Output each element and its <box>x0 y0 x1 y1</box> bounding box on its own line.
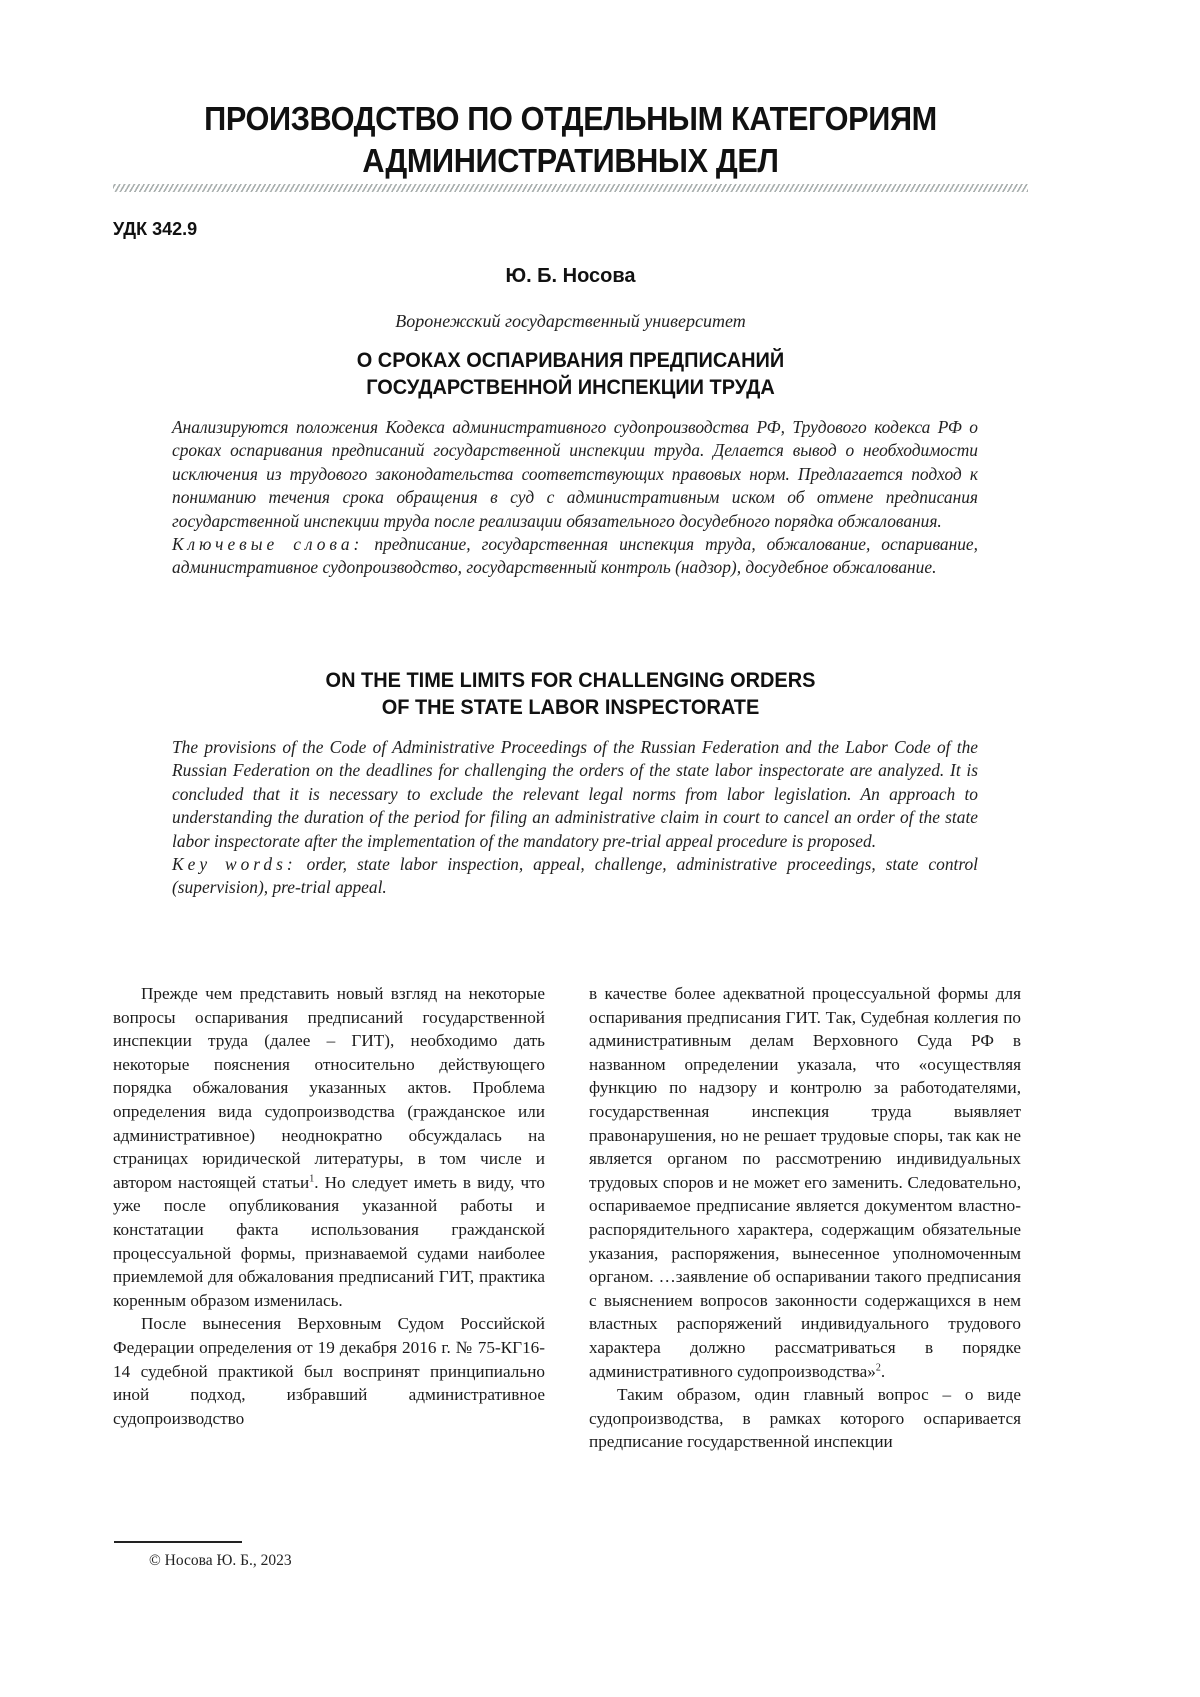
hatched-divider <box>113 184 1028 192</box>
keywords-ru-text: предписание, государственная инспекция труда, обжалование, оспаривание, административное судопроизводство, государственный контроль (надзор), досудебное обжалование. <box>172 534 978 578</box>
body-text: в качестве более адекватной процессуальной формы для оспаривания предписания ГИТ. Так, Судебная коллегия по административным делам Верховного Суда РФ в названном определении указала, что «осуществляя функцию по надзору и контролю за работодателями, государственная инспекция труда выявляет правонарушения, но не решает трудовые споры, так как не является органом по рассмотрению индивидуальных трудовых споров и не может его заменить. Следовательно, оспариваемое предписание является документом властно-распорядительного характера, содержащим обязательные указания, распоряжения, вынесенное уполномоченным органом. …заявление об оспаривании такого предписания с выяснением вопросов законности содержащихся в нем властных распоряжений индивидуального трудового характера должно рассматриваться в порядке административного судопроизводства» <box>589 984 1021 1381</box>
footnote-rule <box>114 1541 242 1543</box>
article-title-en-line1: ON THE TIME LIMITS FOR CHALLENGING ORDERS <box>325 669 816 692</box>
section-header <box>145 98 996 182</box>
keywords-en-label: Key words: <box>172 854 297 875</box>
body-paragraph: После вынесения Верховным Судом Российской Федерации определения от 19 декабря 2016 г. № 75-КГ16-14 судебной практикой был воспринят принципиально иной подход, избравший административное судопроизводство <box>113 1314 545 1428</box>
body-column-right <box>589 982 1021 1454</box>
abstract-en-text: The provisions of the Code of Administrative Proceedings of the Russian Federation and the Labor Code of the Russian Federation on the deadlines for challenging the orders of the state labor inspectorate are analyzed. It is concluded that it is necessary to exclude the relevant legal norms from labor legislation. An approach to understanding the duration of the period for filing an administrative claim in court to cancel an order of the state labor inspectorate after the implementation of the mandatory pre-trial appeal procedure is proposed. <box>172 737 978 851</box>
body-text: . Но следует иметь в виду, что уже после опубликования указанной работы и констатации факта использования гражданской процессуальной формы, признаваемой судами наиболее приемлемой для обжалования предписаний ГИТ, практика коренным образом изменилась. <box>113 1172 545 1310</box>
article-title-ru-line2: ГОСУДАРСТВЕННОЙ ИНСПЕКЦИИ ТРУДА <box>366 376 775 399</box>
keywords-en-text: order, state labor inspection, appeal, challenge, administrative proceedings, state control (supervision), pre-trial appeal. <box>172 854 979 898</box>
article-title-ru <box>136 347 1005 401</box>
udk-code: УДК 342.9 <box>113 219 198 239</box>
body-paragraph <box>589 982 1021 1383</box>
body-text: Прежде чем представить новый взгляд на некоторые вопросы оспаривания предписаний государственной инспекции труда (далее – ГИТ), необходимо дать некоторые пояснения относительно действующего порядка обжалования указанных актов. Проблема определения вида судопроизводства (гражданское или административное) неоднократно обсуждалась на страницах юридической литературы, в том числе и автором настоящей статьи <box>113 984 545 1192</box>
keywords-en <box>172 853 978 900</box>
body-text: . <box>880 1361 886 1381</box>
section-title-line2: АДМИНИСТРАТИВНЫХ ДЕЛ <box>362 142 779 179</box>
article-title-en <box>136 667 1005 721</box>
author-affiliation: Воронежский государственный университет <box>395 311 746 331</box>
body-paragraph <box>113 982 545 1312</box>
keywords-ru-label: Ключевые слова: <box>172 534 364 555</box>
article-title-en-line2: OF THE STATE LABOR INSPECTORATE <box>381 696 760 719</box>
keywords-ru <box>172 533 978 580</box>
abstract-ru-text: Анализируются положения Кодекса административного судопроизводства РФ, Трудового кодекса РФ о сроках оспаривания предписаний государственной инспекции труда. Делается вывод о необходимости исключения из трудового законодательства соответствующих правовых норм. Предлагается подход к пониманию течения срока обращения в суд с административным иском об отмене предписания государственной инспекции труда после реализации обязательного досудебного порядка обжалования. <box>172 417 978 531</box>
footnote-ref-1[interactable]: 1 <box>309 1173 315 1185</box>
copyright-notice: © Носова Ю. Б., 2023 <box>149 1552 292 1569</box>
author-name: Ю. Б. Носова <box>505 265 636 287</box>
footnote-ref-2[interactable]: 2 <box>875 1361 881 1373</box>
abstract-en <box>172 736 978 900</box>
article-title-ru-line1: О СРОКАХ ОСПАРИВАНИЯ ПРЕДПИСАНИЙ <box>356 349 785 372</box>
section-title-line1: ПРОИЗВОДСТВО ПО ОТДЕЛЬНЫМ КАТЕГОРИЯМ <box>204 100 937 137</box>
body-column-left <box>113 982 545 1430</box>
body-paragraph: Таким образом, один главный вопрос – о виде судопроизводства, в рамках которого оспаривается предписание государственной инспекции <box>589 1385 1021 1452</box>
abstract-ru <box>172 416 978 580</box>
